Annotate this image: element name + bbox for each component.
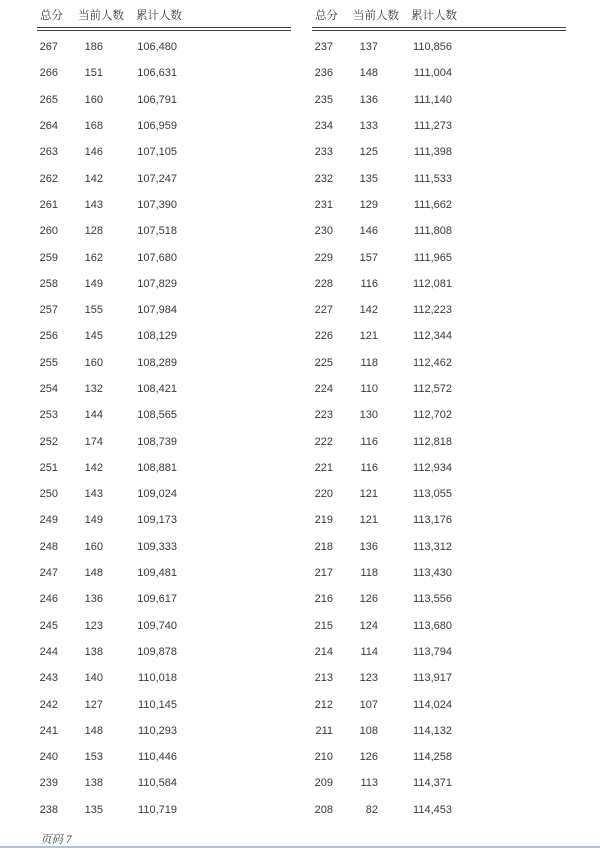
page-number: 页码 7 [40,833,72,846]
current-count-cell: 126 [359,593,378,606]
score-cell: 221 [314,461,333,474]
score-cell: 251 [39,461,58,474]
current-count-cell: 130 [359,409,378,422]
header-total-score: 总分 [40,10,63,22]
table-row [312,797,566,823]
cumulative-count-cell: 107,105 [137,146,177,159]
table-row [312,613,566,639]
cumulative-count-cell: 112,818 [413,435,452,448]
current-count-cell: 142 [84,461,103,474]
current-count-cell: 168 [84,120,103,133]
current-count-cell: 137 [359,41,378,54]
cumulative-count-cell: 107,680 [137,251,177,264]
current-count-cell: 143 [84,198,103,211]
score-cell: 254 [39,383,58,395]
score-cell: 252 [39,435,58,448]
cumulative-count-cell: 109,333 [137,540,177,553]
current-count-cell: 142 [84,172,103,185]
current-count-cell: 123 [84,619,103,632]
table-row [312,534,566,560]
score-cell: 227 [314,304,333,317]
cumulative-count-cell: 110,856 [413,41,452,54]
table-row [37,165,291,191]
table-header-row [312,0,566,23]
score-cell: 248 [39,540,58,553]
table-row [312,192,566,218]
score-cell: 262 [39,172,58,185]
table-row [37,139,291,165]
cumulative-count-cell: 108,421 [137,383,177,395]
score-cell: 208 [314,803,333,816]
current-count-cell: 148 [84,724,103,737]
current-count-cell: 149 [84,277,103,290]
cumulative-count-cell: 108,129 [137,330,177,343]
current-count-cell: 160 [84,356,103,369]
score-cell: 249 [39,514,58,527]
current-count-cell: 151 [84,67,103,80]
cumulative-count-cell: 109,024 [137,488,177,501]
current-count-cell: 127 [84,698,103,711]
score-cell: 253 [39,409,58,422]
current-count-cell: 136 [359,93,378,106]
cumulative-count-cell: 111,004 [413,67,452,80]
cumulative-count-cell: 113,680 [413,619,452,632]
table-row [37,297,291,323]
score-cell: 250 [39,488,58,501]
cumulative-count-cell: 110,018 [138,672,177,685]
table-row [312,744,566,770]
score-cell: 239 [39,777,58,790]
table-row [312,218,566,244]
table-row [312,402,566,428]
table-row [37,691,291,717]
cumulative-count-cell: 111,808 [413,225,452,238]
table-header-row [37,0,291,23]
current-count-cell: 82 [365,803,378,816]
current-count-cell: 138 [84,645,103,658]
table-row [312,428,566,454]
current-count-cell: 133 [359,120,378,133]
table-row [37,218,291,244]
table-body [37,34,291,823]
score-table-right [312,0,566,823]
score-cell: 218 [314,540,333,553]
current-count-cell: 118 [360,567,378,580]
cumulative-count-cell: 114,453 [413,803,452,816]
current-count-cell: 124 [359,619,378,632]
current-count-cell: 140 [84,672,103,685]
current-count-cell: 128 [84,225,103,238]
cumulative-count-cell: 106,959 [137,120,177,133]
header-double-rule [312,27,566,31]
cumulative-count-cell: 111,533 [413,172,452,185]
cumulative-count-cell: 109,878 [137,645,177,658]
cumulative-count-cell: 114,024 [413,698,452,711]
current-count-cell: 186 [84,41,103,54]
table-row [312,244,566,270]
current-count-cell: 114 [360,645,378,658]
table-row [312,34,566,60]
cumulative-count-cell: 108,565 [137,409,177,422]
score-cell: 219 [314,514,333,527]
score-cell: 242 [39,698,58,711]
current-count-cell: 110 [360,383,378,395]
table-row [37,744,291,770]
current-count-cell: 135 [84,803,103,816]
score-cell: 237 [314,41,333,54]
score-cell: 256 [39,330,58,343]
score-table-left [37,0,291,823]
table-row [37,613,291,639]
score-cell: 257 [39,304,58,317]
cumulative-count-cell: 112,081 [413,277,452,290]
cumulative-count-cell: 111,140 [413,93,452,106]
cumulative-count-cell: 109,173 [137,514,177,527]
table-row [37,350,291,376]
table-row [37,481,291,507]
cumulative-count-cell: 108,881 [137,461,177,474]
current-count-cell: 160 [84,540,103,553]
header-cumulative-count: 累计人数 [411,10,457,22]
cumulative-count-cell: 109,481 [137,567,177,580]
table-row [312,586,566,612]
score-cell: 214 [314,645,333,658]
table-row [312,665,566,691]
header-cumulative-count: 累计人数 [136,10,182,22]
cumulative-count-cell: 113,312 [413,540,452,553]
cumulative-count-cell: 112,462 [413,356,452,369]
score-cell: 213 [314,672,333,685]
score-cell: 241 [39,724,58,737]
current-count-cell: 143 [84,488,103,501]
score-cell: 258 [39,277,58,290]
score-cell: 240 [39,751,58,764]
cumulative-count-cell: 113,917 [413,672,452,685]
table-row [312,165,566,191]
current-count-cell: 160 [84,93,103,106]
current-count-cell: 108 [359,724,378,737]
current-count-cell: 113 [360,777,378,790]
cumulative-count-cell: 112,344 [413,330,452,343]
table-row [312,60,566,86]
score-cell: 236 [314,67,333,80]
current-count-cell: 121 [359,330,378,343]
table-row [37,376,291,402]
score-cell: 267 [39,41,58,54]
score-cell: 233 [314,146,333,159]
score-cell: 209 [314,777,333,790]
cumulative-count-cell: 114,371 [413,777,452,790]
cumulative-count-cell: 107,829 [137,277,177,290]
score-cell: 238 [39,803,58,816]
table-row [37,770,291,796]
cumulative-count-cell: 112,702 [413,409,452,422]
cumulative-count-cell: 114,258 [413,751,452,764]
score-cell: 244 [39,645,58,658]
table-row [312,560,566,586]
score-cell: 210 [314,751,333,764]
cumulative-count-cell: 111,398 [413,146,452,159]
cumulative-count-cell: 107,518 [137,225,177,238]
cumulative-count-cell: 109,740 [137,619,177,632]
table-row [37,718,291,744]
cumulative-count-cell: 113,556 [413,593,452,606]
table-row [37,534,291,560]
current-count-cell: 116 [360,435,378,448]
table-row [312,350,566,376]
current-count-cell: 123 [359,672,378,685]
current-count-cell: 148 [359,67,378,80]
current-count-cell: 146 [84,146,103,159]
table-row [37,560,291,586]
current-count-cell: 136 [84,593,103,606]
score-cell: 224 [314,383,333,395]
current-count-cell: 155 [84,304,103,317]
cumulative-count-cell: 112,223 [413,304,452,317]
cumulative-count-cell: 111,965 [413,251,452,264]
cumulative-count-cell: 107,984 [137,304,177,317]
header-current-count: 当前人数 [78,10,124,22]
current-count-cell: 174 [84,435,103,448]
current-count-cell: 135 [359,172,378,185]
header-current-count: 当前人数 [353,10,399,22]
score-cell: 266 [39,67,58,80]
table-row [37,192,291,218]
cumulative-count-cell: 110,293 [138,724,177,737]
cumulative-count-cell: 106,631 [137,67,177,80]
current-count-cell: 157 [359,251,378,264]
table-row [312,87,566,113]
cumulative-count-cell: 114,132 [413,724,452,737]
score-cell: 216 [314,593,333,606]
score-cell: 263 [39,146,58,159]
table-row [37,271,291,297]
table-row [312,139,566,165]
current-count-cell: 138 [84,777,103,790]
cumulative-count-cell: 112,572 [413,383,452,395]
cumulative-count-cell: 107,390 [137,198,177,211]
current-count-cell: 129 [359,198,378,211]
table-row [37,665,291,691]
table-row [37,244,291,270]
score-cell: 211 [315,724,333,737]
header-total-score: 总分 [315,10,338,22]
table-row [312,113,566,139]
cumulative-count-cell: 106,791 [137,93,177,106]
current-count-cell: 121 [359,488,378,501]
cumulative-count-cell: 109,617 [137,593,177,606]
table-row [312,481,566,507]
score-cell: 222 [314,435,333,448]
cumulative-count-cell: 108,739 [137,435,177,448]
cumulative-count-cell: 110,719 [138,803,177,816]
current-count-cell: 107 [359,698,378,711]
score-cell: 226 [314,330,333,343]
score-cell: 232 [314,172,333,185]
cumulative-count-cell: 110,145 [138,698,177,711]
header-double-rule [37,27,291,31]
score-cell: 231 [314,198,333,211]
current-count-cell: 148 [84,567,103,580]
table-row [37,639,291,665]
table-row [37,402,291,428]
score-cell: 245 [39,619,58,632]
current-count-cell: 153 [84,751,103,764]
score-cell: 234 [314,120,333,133]
current-count-cell: 132 [84,383,103,395]
table-row [37,455,291,481]
cumulative-count-cell: 110,446 [138,751,177,764]
cumulative-count-cell: 112,934 [413,461,452,474]
score-cell: 229 [314,251,333,264]
table-row [312,376,566,402]
cumulative-count-cell: 111,273 [413,120,452,133]
table-row [37,323,291,349]
score-cell: 255 [39,356,58,369]
table-row [37,507,291,533]
score-cell: 225 [314,356,333,369]
score-cell: 212 [314,698,333,711]
cumulative-count-cell: 113,176 [413,514,452,527]
table-row [312,691,566,717]
cumulative-count-cell: 113,055 [413,488,452,501]
score-cell: 215 [314,619,333,632]
table-row [37,797,291,823]
table-row [37,113,291,139]
current-count-cell: 116 [360,277,378,290]
cumulative-count-cell: 108,289 [137,356,177,369]
current-count-cell: 136 [359,540,378,553]
score-cell: 235 [314,93,333,106]
score-cell: 247 [39,567,58,580]
score-cell: 246 [39,593,58,606]
table-row [312,297,566,323]
table-body [312,34,566,823]
score-cell: 228 [314,277,333,290]
table-row [312,455,566,481]
cumulative-count-cell: 106,480 [137,41,177,54]
score-cell: 265 [39,93,58,106]
table-row [312,323,566,349]
table-row [312,639,566,665]
cumulative-count-cell: 110,584 [138,777,177,790]
score-cell: 230 [314,225,333,238]
current-count-cell: 121 [359,514,378,527]
current-count-cell: 142 [359,304,378,317]
table-row [37,60,291,86]
score-cell: 264 [39,120,58,133]
current-count-cell: 146 [359,225,378,238]
current-count-cell: 149 [84,514,103,527]
score-cell: 217 [314,567,333,580]
current-count-cell: 162 [84,251,103,264]
current-count-cell: 116 [360,461,378,474]
score-cell: 260 [39,225,58,238]
current-count-cell: 125 [359,146,378,159]
table-row [312,718,566,744]
cumulative-count-cell: 113,794 [413,645,452,658]
score-cell: 261 [39,198,58,211]
score-cell: 243 [39,672,58,685]
table-row [37,87,291,113]
current-count-cell: 118 [360,356,378,369]
score-cell: 259 [39,251,58,264]
table-row [37,34,291,60]
cumulative-count-cell: 107,247 [137,172,177,185]
table-row [312,507,566,533]
cumulative-count-cell: 111,662 [413,198,452,211]
table-row [37,428,291,454]
table-row [37,586,291,612]
table-row [312,770,566,796]
score-cell: 220 [314,488,333,501]
table-row [312,271,566,297]
cumulative-count-cell: 113,430 [413,567,452,580]
current-count-cell: 126 [359,751,378,764]
score-cell: 223 [314,409,333,422]
current-count-cell: 145 [84,330,103,343]
current-count-cell: 144 [84,409,103,422]
